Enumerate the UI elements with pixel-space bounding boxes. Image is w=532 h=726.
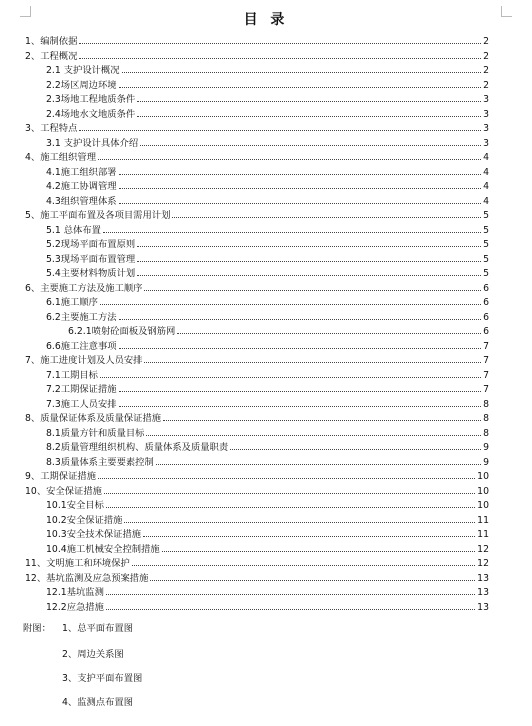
toc-entry-page-number: 5 xyxy=(483,239,489,250)
toc-entry-page-number: 10 xyxy=(477,471,489,482)
toc-entry[interactable] xyxy=(0,352,532,367)
toc-entry[interactable] xyxy=(0,555,532,570)
dot-leader xyxy=(103,222,481,233)
dot-leader xyxy=(79,33,481,44)
toc-entry-title: 7.2工期保证措施 xyxy=(46,384,117,395)
toc-entry-title: 2.3场地工程地质条件 xyxy=(46,94,136,105)
toc-entry-page-number: 4 xyxy=(483,181,489,192)
dot-leader xyxy=(156,454,481,465)
toc-entry-title: 4.1施工组织部署 xyxy=(46,166,117,178)
toc-entry-page-number: 8 xyxy=(483,398,489,410)
toc-entry-title: 7、施工进度计划及人员安排 xyxy=(25,355,143,366)
toc-entry-page-number: 12 xyxy=(477,558,489,569)
dot-leader xyxy=(137,236,481,247)
toc-entry-title: 5.4主要材料物质计划 xyxy=(46,268,136,279)
toc-entry[interactable] xyxy=(0,338,532,353)
dot-leader xyxy=(230,439,481,450)
toc-entry[interactable] xyxy=(0,570,532,585)
toc-entry-title: 2.2场区周边环境 xyxy=(46,79,117,91)
toc-entry[interactable] xyxy=(0,251,532,266)
toc-entry-title: 2、工程概况 xyxy=(25,50,78,62)
dot-leader xyxy=(106,497,475,508)
toc-entry-page-number: 9 xyxy=(483,456,489,468)
toc-entry-page-number: 9 xyxy=(483,442,489,453)
dot-leader xyxy=(119,178,482,189)
toc-entry-title: 3.1 支护设计具体介绍 xyxy=(46,137,139,149)
dot-leader xyxy=(144,280,481,291)
toc-entry[interactable] xyxy=(0,367,532,382)
dot-leader xyxy=(143,526,475,537)
toc-entry[interactable] xyxy=(0,425,532,440)
toc-entry[interactable] xyxy=(0,584,532,599)
toc-entry[interactable] xyxy=(0,149,532,164)
dot-leader xyxy=(79,120,481,131)
toc-entry-page-number: 5 xyxy=(483,253,489,265)
toc-entry-title: 12.1基坑监测 xyxy=(46,587,104,598)
dot-leader xyxy=(137,251,481,262)
toc-entry-page-number: 6 xyxy=(483,326,489,337)
toc-entry[interactable] xyxy=(0,541,532,556)
toc-entry-page-number: 4 xyxy=(483,166,489,178)
toc-entry-title: 10.4施工机械安全控制措施 xyxy=(46,543,160,555)
toc-entry-page-number: 7 xyxy=(483,340,489,352)
toc-entry[interactable] xyxy=(0,454,532,469)
toc-entry-title: 8.3质量体系主要要素控制 xyxy=(46,456,154,468)
toc-entry-page-number: 13 xyxy=(477,587,489,598)
toc-entry-page-number: 4 xyxy=(483,195,489,207)
toc-entry[interactable] xyxy=(0,135,532,150)
toc-entry-title: 12.2应急措施 xyxy=(46,601,104,613)
toc-entry[interactable] xyxy=(0,33,532,48)
toc-entry-title: 2.4场地水文地质条件 xyxy=(46,108,136,120)
toc-entry-title: 10.2安全保证措施 xyxy=(46,514,123,526)
toc-entry-title: 3、工程特点 xyxy=(25,123,78,134)
toc-entry[interactable] xyxy=(0,207,532,222)
toc-entry[interactable] xyxy=(0,91,532,106)
toc-entry-title: 10.3安全技术保证措施 xyxy=(46,529,142,540)
toc-entry-title: 10.1安全目标 xyxy=(46,500,104,511)
toc-entry-page-number: 6 xyxy=(483,297,489,308)
toc-entry-page-number: 12 xyxy=(477,543,489,555)
toc-entry[interactable] xyxy=(0,497,532,512)
toc-entry[interactable] xyxy=(0,512,532,527)
dot-leader xyxy=(106,584,475,595)
toc-entry[interactable] xyxy=(0,48,532,63)
toc-entry-page-number: 5 xyxy=(483,210,489,221)
dot-leader xyxy=(100,367,481,378)
appendix-item: 1、总平面布置图 xyxy=(62,623,133,634)
toc-entry-page-number: 4 xyxy=(483,152,489,163)
toc-entry[interactable] xyxy=(0,222,532,237)
toc-entry[interactable] xyxy=(0,410,532,425)
dot-leader xyxy=(119,164,482,175)
toc-entry[interactable] xyxy=(0,381,532,396)
dot-leader xyxy=(172,207,481,218)
dot-leader xyxy=(79,48,481,59)
toc-entry-title: 1、编制依据 xyxy=(25,36,78,47)
toc-entry-page-number: 3 xyxy=(483,137,489,149)
dot-leader xyxy=(98,149,481,160)
toc-entry-title: 4.3组织管理体系 xyxy=(46,195,117,207)
toc-entry-page-number: 11 xyxy=(477,529,489,540)
toc-entry[interactable] xyxy=(0,178,532,193)
dot-leader xyxy=(132,555,475,566)
appendix-item: 4、监测点布置图 xyxy=(62,697,133,708)
toc-entry-page-number: 10 xyxy=(477,500,489,511)
dot-leader xyxy=(119,396,482,407)
toc-entry-title: 4.2施工协调管理 xyxy=(46,181,117,192)
toc-entry-title: 9、工期保证措施 xyxy=(25,471,96,482)
toc-entry-title: 12、基坑监测及应急预案措施 xyxy=(25,572,149,584)
toc-entry-page-number: 3 xyxy=(483,94,489,105)
toc-entry[interactable] xyxy=(0,236,532,251)
toc-entry-page-number: 8 xyxy=(483,427,489,439)
toc-entry-title: 6.2主要施工方法 xyxy=(46,311,117,323)
toc-entry-title: 10、安全保证措施 xyxy=(25,485,102,497)
toc-entry-title: 6.2.1喷射砼面板及钢筋网 xyxy=(68,326,176,337)
toc-entry-page-number: 10 xyxy=(477,485,489,497)
toc-entry-page-number: 2 xyxy=(483,36,489,47)
dot-leader xyxy=(122,62,482,73)
toc-entry[interactable] xyxy=(0,599,532,614)
toc-entry[interactable] xyxy=(0,77,532,92)
dot-leader xyxy=(106,599,475,610)
toc-entry-title: 6.1施工顺序 xyxy=(46,297,98,308)
dot-leader xyxy=(140,135,481,146)
dot-leader xyxy=(119,381,482,392)
toc-entry-title: 4、施工组织管理 xyxy=(25,152,96,163)
toc-entry[interactable] xyxy=(0,265,532,280)
dot-leader xyxy=(104,483,475,494)
toc-entry-title: 8.2质量管理组织机构、质量体系及质量职责 xyxy=(46,442,229,453)
dot-leader xyxy=(119,77,482,88)
appendix-heading: 附图： xyxy=(23,623,51,634)
toc-entry[interactable] xyxy=(0,323,532,338)
toc-entry-page-number: 7 xyxy=(483,384,489,395)
toc-entry[interactable] xyxy=(0,483,532,498)
toc-entry-title: 8.1质量方针和质量目标 xyxy=(46,427,145,439)
appendix-item: 3、支护平面布置图 xyxy=(62,673,143,684)
dot-leader xyxy=(137,91,481,102)
toc-entry-page-number: 13 xyxy=(477,601,489,613)
toc-entry-page-number: 2 xyxy=(483,65,489,76)
toc-entry-page-number: 7 xyxy=(483,355,489,366)
toc-entry[interactable] xyxy=(0,120,532,135)
dot-leader xyxy=(124,512,475,523)
toc-entry-title: 7.1工期目标 xyxy=(46,369,98,381)
toc-entry[interactable] xyxy=(0,439,532,454)
toc-entry-page-number: 11 xyxy=(477,514,489,526)
toc-entry[interactable] xyxy=(0,468,532,483)
toc-entry-page-number: 5 xyxy=(483,268,489,279)
toc-entry-title: 2.1 支护设计概况 xyxy=(46,65,120,76)
toc-entry-title: 8、质量保证体系及质量保证措施 xyxy=(25,413,162,424)
toc-entry[interactable] xyxy=(0,280,532,295)
toc-entry-page-number: 6 xyxy=(483,311,489,323)
dot-leader xyxy=(177,323,481,334)
dot-leader xyxy=(98,468,475,479)
toc-entry[interactable] xyxy=(0,294,532,309)
toc-entry[interactable] xyxy=(0,62,532,77)
toc-entry-title: 6.6施工注意事项 xyxy=(46,340,117,352)
toc-entry-page-number: 5 xyxy=(483,224,489,236)
toc-entry-title: 5、施工平面布置及各项目需用计划 xyxy=(25,210,171,221)
toc-title: 目 录 xyxy=(243,12,289,28)
toc-entry-title: 11、文明施工和环境保护 xyxy=(25,558,130,569)
toc-entry-page-number: 8 xyxy=(483,413,489,424)
toc-entry-title: 5.2现场平面布置原则 xyxy=(46,239,136,250)
toc-entry[interactable] xyxy=(0,164,532,179)
toc-entry-page-number: 7 xyxy=(483,369,489,381)
toc-entry[interactable] xyxy=(0,106,532,121)
toc-entry[interactable] xyxy=(0,309,532,324)
dot-leader xyxy=(119,338,482,349)
dot-leader xyxy=(144,352,481,363)
dot-leader xyxy=(150,570,475,581)
toc-entry-page-number: 3 xyxy=(483,108,489,120)
toc-entry-page-number: 6 xyxy=(483,282,489,294)
toc-entry-title: 5.1 总体布置 xyxy=(46,224,101,236)
dot-leader xyxy=(146,425,481,436)
dot-leader xyxy=(100,294,481,305)
dot-leader xyxy=(163,410,481,421)
toc-entry-page-number: 13 xyxy=(477,572,489,584)
toc-entry[interactable] xyxy=(0,526,532,541)
dot-leader xyxy=(119,309,482,320)
dot-leader xyxy=(137,106,481,117)
toc-entry-page-number: 2 xyxy=(483,50,489,62)
dot-leader xyxy=(162,541,475,552)
toc-entry[interactable] xyxy=(0,396,532,411)
toc-entry-page-number: 2 xyxy=(483,79,489,91)
toc-entry[interactable] xyxy=(0,193,532,208)
toc-entry-page-number: 3 xyxy=(483,123,489,134)
dot-leader xyxy=(137,265,481,276)
table-of-contents xyxy=(0,33,532,613)
toc-entry-title: 7.3施工人员安排 xyxy=(46,398,117,410)
appendix-item: 2、周边关系图 xyxy=(62,649,124,660)
dot-leader xyxy=(119,193,482,204)
toc-entry-title: 5.3现场平面布置管理 xyxy=(46,253,136,265)
toc-entry-title: 6、主要施工方法及施工顺序 xyxy=(25,282,143,294)
